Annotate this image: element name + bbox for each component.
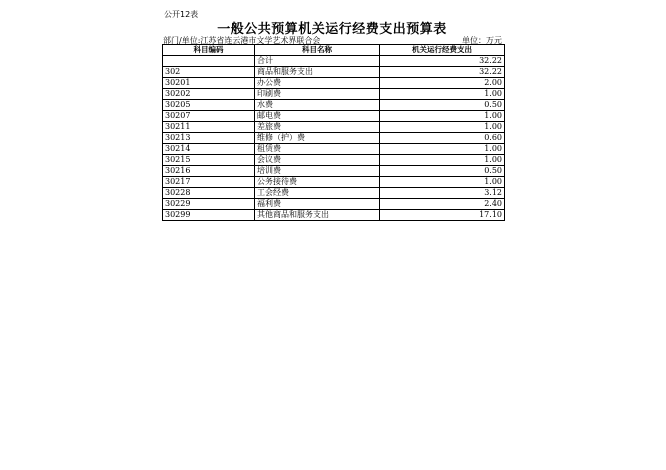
cell-name: 水费 bbox=[255, 100, 380, 111]
cell-name: 合计 bbox=[255, 56, 380, 67]
unit-label: 单位：万元 bbox=[462, 36, 502, 45]
cell-name: 印刷费 bbox=[255, 89, 380, 100]
table-row bbox=[163, 133, 505, 144]
budget-table bbox=[162, 44, 505, 221]
cell-amount: 2.00 bbox=[380, 78, 505, 89]
cell-amount: 0.60 bbox=[380, 133, 505, 144]
cell-amount: 1.00 bbox=[380, 89, 505, 100]
cell-code: 30217 bbox=[163, 177, 255, 188]
cell-name: 会议费 bbox=[255, 155, 380, 166]
cell-name: 邮电费 bbox=[255, 111, 380, 122]
cell-code: 30213 bbox=[163, 133, 255, 144]
cell-amount: 2.40 bbox=[380, 199, 505, 210]
column-header-code: 科目编码 bbox=[163, 45, 255, 56]
cell-code: 30205 bbox=[163, 100, 255, 111]
cell-code: 30216 bbox=[163, 166, 255, 177]
table-row bbox=[163, 177, 505, 188]
cell-amount: 1.00 bbox=[380, 144, 505, 155]
cell-amount: 1.00 bbox=[380, 111, 505, 122]
table-row bbox=[163, 67, 505, 78]
cell-name: 公务接待费 bbox=[255, 177, 380, 188]
cell-amount: 1.00 bbox=[380, 155, 505, 166]
cell-code: 30214 bbox=[163, 144, 255, 155]
cell-name: 福利费 bbox=[255, 199, 380, 210]
cell-name: 租赁费 bbox=[255, 144, 380, 155]
cell-name: 其他商品和服务支出 bbox=[255, 210, 380, 221]
table-row bbox=[163, 210, 505, 221]
table-row bbox=[163, 56, 505, 67]
cell-name: 培训费 bbox=[255, 166, 380, 177]
table-row bbox=[163, 188, 505, 199]
cell-code: 30211 bbox=[163, 122, 255, 133]
cell-code: 30228 bbox=[163, 188, 255, 199]
cell-amount: 0.50 bbox=[380, 166, 505, 177]
cell-name: 商品和服务支出 bbox=[255, 67, 380, 78]
table-row bbox=[163, 155, 505, 166]
cell-code: 302 bbox=[163, 67, 255, 78]
cell-amount: 1.00 bbox=[380, 177, 505, 188]
cell-amount: 0.50 bbox=[380, 100, 505, 111]
cell-name: 维修（护）费 bbox=[255, 133, 380, 144]
table-row bbox=[163, 199, 505, 210]
cell-name: 差旅费 bbox=[255, 122, 380, 133]
table-row bbox=[163, 166, 505, 177]
department-label: 部门/单位:江苏省连云港市文学艺术界联合会 bbox=[163, 36, 321, 45]
column-header-amount: 机关运行经费支出 bbox=[380, 45, 505, 56]
table-row bbox=[163, 100, 505, 111]
cell-amount: 3.12 bbox=[380, 188, 505, 199]
cell-code: 30202 bbox=[163, 89, 255, 100]
table-row bbox=[163, 89, 505, 100]
table-row bbox=[163, 122, 505, 133]
cell-code: 30229 bbox=[163, 199, 255, 210]
cell-code: 30215 bbox=[163, 155, 255, 166]
cell-name: 办公费 bbox=[255, 78, 380, 89]
cell-code bbox=[163, 56, 255, 67]
table-body bbox=[163, 56, 505, 221]
table-row bbox=[163, 144, 505, 155]
table-header-row bbox=[163, 45, 505, 56]
cell-amount: 32.22 bbox=[380, 56, 505, 67]
table-row bbox=[163, 111, 505, 122]
cell-code: 30201 bbox=[163, 78, 255, 89]
page-title: 一般公共预算机关运行经费支出预算表 bbox=[217, 22, 447, 37]
cell-amount: 1.00 bbox=[380, 122, 505, 133]
cell-code: 30299 bbox=[163, 210, 255, 221]
document-code: 公开12表 bbox=[164, 10, 199, 19]
table-row bbox=[163, 78, 505, 89]
cell-code: 30207 bbox=[163, 111, 255, 122]
cell-amount: 17.10 bbox=[380, 210, 505, 221]
cell-name: 工会经费 bbox=[255, 188, 380, 199]
column-header-name: 科目名称 bbox=[255, 45, 380, 56]
cell-amount: 32.22 bbox=[380, 67, 505, 78]
